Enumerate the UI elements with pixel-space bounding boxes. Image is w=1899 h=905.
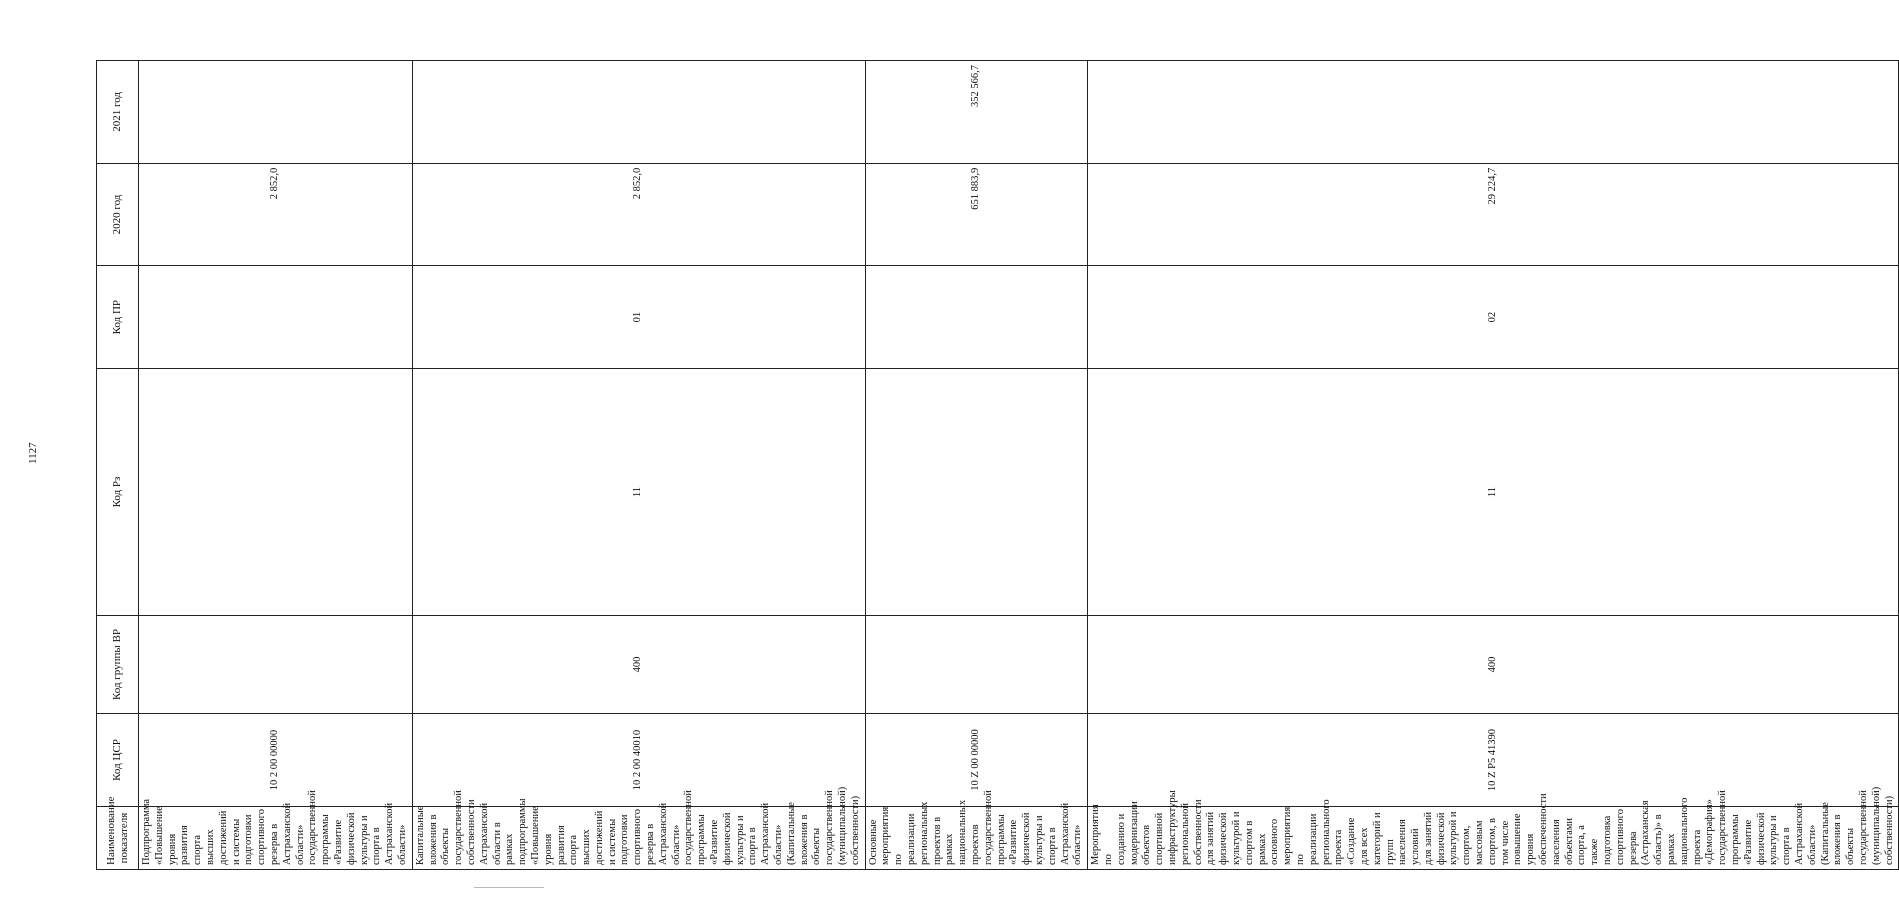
row-pr-cell: 01 [412,266,865,369]
table-row [139,61,413,870]
row-2020-cell: 29 224,7 [1088,163,1899,266]
table-row [865,61,1088,870]
row-vr-cell: 400 [412,616,865,714]
row-vr-cell: 400 [1088,616,1899,714]
row-pr-cell [865,266,1088,369]
budget-table-wrapper [96,60,1895,870]
row-rz-cell: 11 [412,369,865,616]
row-csr-cell: 10 2 00 00000 [139,714,413,807]
column-header-csr: Код ЦСР [97,714,139,807]
footer-divider [474,887,544,888]
row-csr-cell: 10 Z 00 00000 [865,714,1088,807]
row-name-cell: Капитальные вложения в объекты государственной собственности Астраханской области в рамках подпрограммы «Повышение уровня развития спорта высших достижений и системы подготовки спортивного резерва в Астраханской области» государственной программы «Развитие физической культуры и спорта в Астраханской области» (Капитальные вложения в объекты государственной (муниципальной) собственности) [412,807,865,870]
table-header [97,61,139,870]
row-2020-cell: 2 852,0 [139,163,413,266]
column-header-pr: Код ПР [97,266,139,369]
row-csr-cell: 10 Z P5 41390 [1088,714,1899,807]
row-2020-cell: 2 852,0 [412,163,865,266]
budget-table [96,60,1899,870]
row-pr-cell: 02 [1088,266,1899,369]
column-header-rz: Код Рз [97,369,139,616]
column-header-2021: 2021 год [97,61,139,164]
column-header-vr: Код группы ВР [97,616,139,714]
row-2020-cell: 651 883,9 [865,163,1088,266]
row-vr-cell [865,616,1088,714]
row-name-cell: Основные мероприятия по реализации региональных проектов в рамках национальных проектов государственной программы «Развитие физической культуры и спорта в Астраханской области» [865,807,1088,870]
column-header-2020: 2020 год [97,163,139,266]
table-row [412,61,865,870]
row-pr-cell [139,266,413,369]
row-csr-cell: 10 2 00 40010 [412,714,865,807]
row-2021-cell [139,61,413,164]
row-rz-cell [865,369,1088,616]
row-2021-cell: 352 566,7 [865,61,1088,164]
row-name-cell: Подпрограмма «Повышение уровня развития спорта высших достижений и системы подготовки спортивного резерва в Астраханской области» государственной программы «Развитие физической культуры и спорта в Астраханской области» [139,807,413,870]
row-name-cell: Мероприятия по созданию и модернизации объектов спортивной инфраструктуры региональной собственности для занятий физической культурой и спортом в рамках основного мероприятия по реализации регионального проекта «Создание для всех категорий и групп населения условий для занятий физической культурой и спортом, массовым спортом, в том числе повышение уровня обеспеченности населения объектами спорта, а также подготовка спортивного резерва (Астраханская область)» в рамках национального проекта «Демография» государственной программы «Развитие физической культуры и спорта в Астраханской области» (Капитальные вложения в объекты государственной (муниципальной) собственности) [1088,807,1899,870]
table-row [1088,61,1899,870]
column-header-name: Наименование показателя [97,807,139,870]
row-2021-cell [1088,61,1899,164]
page-number: 1127 [27,442,39,464]
row-vr-cell [139,616,413,714]
row-2021-cell [412,61,865,164]
row-rz-cell [139,369,413,616]
row-rz-cell: 11 [1088,369,1899,616]
